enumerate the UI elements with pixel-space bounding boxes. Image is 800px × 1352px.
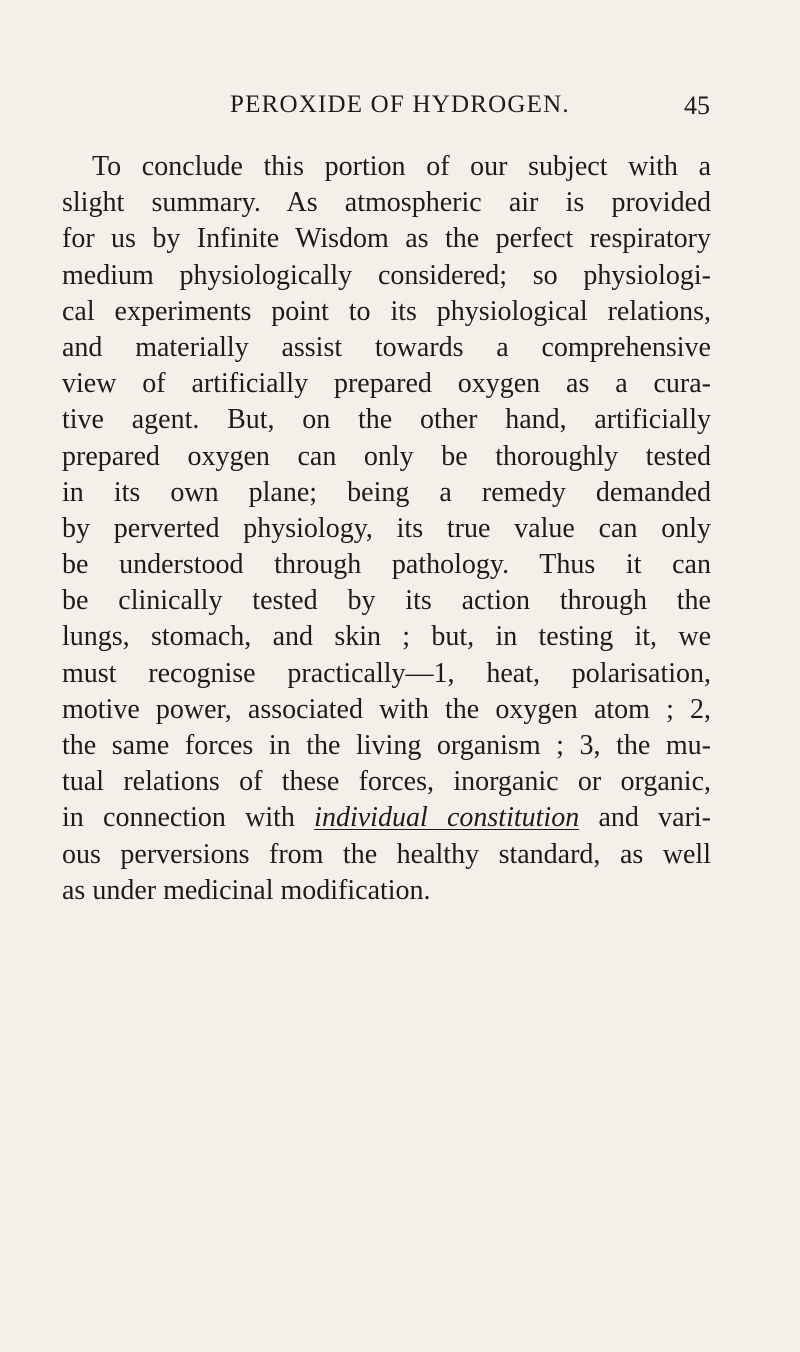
text-line: cal experiments point to its physiological relations, [62, 295, 711, 327]
text-line: tual relations of these forces, inorganic or organic, [62, 766, 711, 798]
text-line: lungs, stomach, and skin ; but, in testing it, we [62, 621, 711, 653]
text-line: be understood through pathology. Thus it can [62, 549, 711, 581]
text-line: must recognise practically—1, heat, polarisation, [62, 657, 711, 689]
running-head-title: PEROXIDE OF HYDROGEN. [230, 91, 570, 118]
text-line: in its own plane; being a remedy demanded [62, 476, 711, 508]
running-head [230, 91, 710, 123]
text-line: motive power, associated with the oxygen atom ; 2, [62, 693, 711, 725]
text-line: be clinically tested by its action through the [62, 585, 711, 617]
line-text-after: and vari- [579, 802, 711, 834]
text-line: view of artificially prepared oxygen as a cura- [62, 368, 711, 400]
text-line-with-emphasis [62, 800, 711, 836]
text-line: and materially assist towards a comprehensive [62, 331, 711, 363]
text-line: ous perversions from the healthy standard, as well [62, 838, 711, 870]
text-line: by perverted physiology, its true value can only [62, 512, 711, 544]
emphasized-phrase: individual constitution [314, 802, 580, 834]
body-paragraph [62, 149, 711, 909]
text-line: the same forces in the living organism ; 3, the mu- [62, 730, 711, 761]
page-number: 45 [684, 91, 710, 120]
text-line: for us by Infinite Wisdom as the perfect respiratory [62, 223, 711, 255]
text-line: prepared oxygen can only be thoroughly tested [62, 440, 711, 472]
text-line-last: as under medicinal modification. [62, 874, 431, 906]
line-text-before: in connection with [62, 802, 315, 834]
text-line: medium physiologically considered; so physiologi- [62, 259, 711, 291]
text-line: To conclude this portion of our subject with a [92, 151, 711, 182]
text-line: slight summary. As atmospheric air is provided [62, 187, 711, 219]
text-line: tive agent. But, on the other hand, artificially [62, 404, 711, 436]
